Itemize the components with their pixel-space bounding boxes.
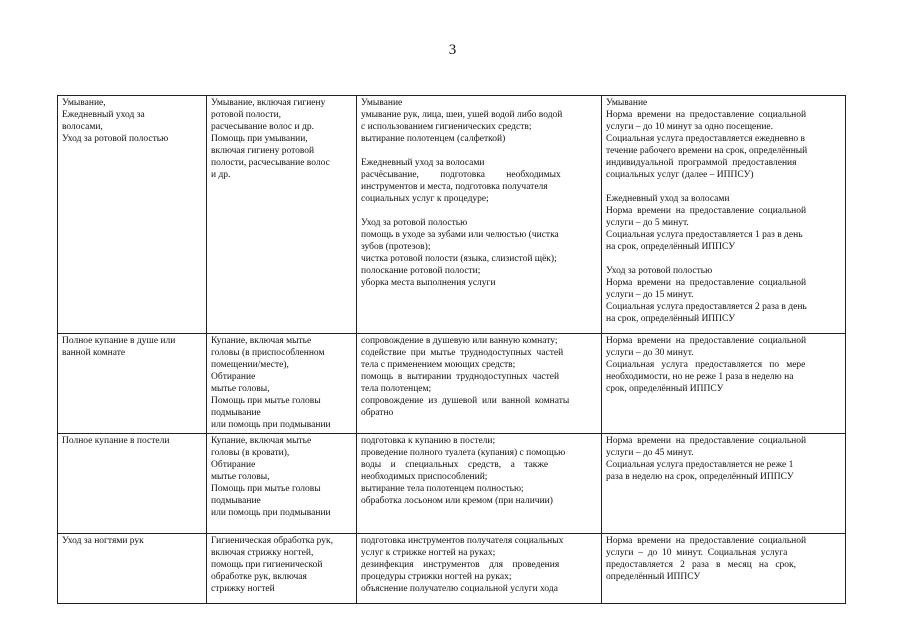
cell-text-line: Ежедневный уход за волосами xyxy=(361,158,485,168)
cell-text-line: содействие при мытье труднодоступных частей xyxy=(361,348,564,358)
cell-text-line: стрижку ногтей xyxy=(211,584,275,594)
cell-text-line: Уход за ногтями рук xyxy=(62,536,144,546)
cell-text-line: Ежедневный уход за волосами xyxy=(606,194,730,204)
cell-text-line: инструментов и места, подготовка получателя xyxy=(361,182,548,192)
services-table xyxy=(57,95,846,604)
service-norms-cell xyxy=(602,334,846,434)
cell-text-line: ванной комнате xyxy=(62,348,126,358)
cell-text-line: помещении/месте), xyxy=(211,360,289,370)
cell-text-line: услуги – до 10 минут за одно посещение. xyxy=(606,122,774,132)
cell-text-line: предоставляется 2 раза в месяц на срок, xyxy=(606,560,797,570)
cell-text-line: Обтирание xyxy=(211,460,256,470)
cell-text-line: Умывание xyxy=(361,98,403,108)
cell-text-line: и др. xyxy=(211,170,231,180)
cell-text-line: дезинфекция инструментов для проведения xyxy=(361,560,560,570)
service-norms-cell xyxy=(602,434,846,534)
cell-text-line: Социальная услуга предоставляется по мере xyxy=(606,360,806,370)
cell-text-line: Помощь при умывании, xyxy=(211,134,308,144)
cell-text-line: определённый ИППСУ xyxy=(606,572,701,582)
cell-text-line: социальных услуг (далее – ИППСУ) xyxy=(606,170,754,180)
cell-text-line: услуги – до 15 минут. xyxy=(606,290,694,300)
cell-text-line: услуги – до 10 минут. Социальная услуга xyxy=(606,548,788,558)
cell-text-line: обратно xyxy=(361,408,394,418)
service-name-cell xyxy=(58,334,207,434)
cell-text-line: Помощь при мытье головы xyxy=(211,396,321,406)
cell-text-line xyxy=(606,253,841,265)
cell-text-line: услуги – до 5 минут. xyxy=(606,218,689,228)
cell-text-line: Социальная услуга предоставляется 1 раз в день xyxy=(606,230,803,240)
cell-text-line: с использованием гигиенических средств; xyxy=(361,122,532,132)
cell-text-line: Уход за ротовой полостью xyxy=(62,134,169,144)
cell-text-line: сопровождение из душевой или ванной комнаты xyxy=(361,396,570,406)
cell-text-line: уборка места выполнения услуги xyxy=(361,278,496,288)
cell-text-line: Уход за ротовой полостью xyxy=(361,218,468,228)
cell-text-line: обработка лосьоном или кремом (при наличии) xyxy=(361,496,553,506)
cell-text-line: услуг к стрижке ногтей на руках; xyxy=(361,548,496,558)
cell-text-line: Норма времени на предоставление социальной xyxy=(606,110,807,120)
cell-text-line: проведение полного туалета (купания) с помощью xyxy=(361,448,566,458)
cell-text-line: течение рабочего времени на срок, определённый xyxy=(606,146,808,156)
cell-text-line: полоскание ротовой полости; xyxy=(361,266,481,276)
cell-text-line: Социальная услуга предоставляется ежедневно в xyxy=(606,134,806,144)
cell-text-line: объяснение получателю социальной услуги хода xyxy=(361,584,558,594)
cell-text-line: Помощь при мытье головы xyxy=(211,484,321,494)
service-name-cell xyxy=(58,434,207,534)
service-actions-cell xyxy=(357,534,602,604)
cell-text-line: воды и специальных средств, а также xyxy=(361,460,549,470)
cell-text-line: мытье головы, xyxy=(211,472,270,482)
service-content-cell xyxy=(207,434,357,534)
cell-text-line: услуги – до 30 минут. xyxy=(606,348,694,358)
cell-text-line: подготовка инструментов получателя социальных xyxy=(361,536,564,546)
cell-text-line xyxy=(361,205,597,217)
cell-text-line: Норма времени на предоставление социальной xyxy=(606,278,807,288)
cell-text-line: подмывание xyxy=(211,408,261,418)
cell-text-line: помощь в уходе за зубами или челюстью (чистка xyxy=(361,230,559,240)
cell-text-line: Обтирание xyxy=(211,372,256,382)
table-row xyxy=(58,334,846,434)
cell-text-line: или помощь при подмывании xyxy=(211,420,331,430)
cell-text-line: тела полотенцем; xyxy=(361,384,432,394)
table-row xyxy=(58,96,846,334)
cell-text-line: Ежедневный уход за xyxy=(62,110,145,120)
cell-text-line: Норма времени на предоставление социальной xyxy=(606,206,807,216)
cell-text-line: Умывание, xyxy=(62,98,106,108)
cell-text-line: на срок, определённый ИППСУ xyxy=(606,314,735,324)
cell-text-line: включая гигиену ротовой xyxy=(211,146,315,156)
table-row xyxy=(58,534,846,604)
cell-text-line: процедуры стрижки ногтей на руках; xyxy=(361,572,512,582)
cell-text-line: Норма времени на предоставление социальной xyxy=(606,336,807,346)
cell-text-line: расчесывание волос и др. xyxy=(211,122,314,132)
cell-text-line: индивидуальной программой предоставления xyxy=(606,158,797,168)
cell-text-line: срок, определённый ИППСУ xyxy=(606,384,724,394)
cell-text-line xyxy=(361,145,597,157)
cell-text-line: мытье головы, xyxy=(211,384,270,394)
cell-text-line: услуги – до 45 минут. xyxy=(606,448,694,458)
table-row xyxy=(58,434,846,534)
service-norms-cell xyxy=(602,96,846,334)
cell-text-line: ротовой полости, xyxy=(211,110,282,120)
cell-text-line: Купание, включая мытье xyxy=(211,336,312,346)
cell-text-line: Социальная услуга предоставляется не реже 1 xyxy=(606,460,794,470)
service-norms-cell xyxy=(602,534,846,604)
cell-text-line: полости, расчесывание волос xyxy=(211,158,330,168)
service-name-cell xyxy=(58,534,207,604)
cell-text-line: расчёсывание, подготовка необходимых xyxy=(361,170,561,180)
cell-text-line: социальных услуг к процедуре; xyxy=(361,194,489,204)
cell-text-line: Гигиеническая обработка рук, xyxy=(211,536,334,546)
cell-text-line: зубов (протезов); xyxy=(361,242,431,252)
cell-text-line: головы (в кровати), xyxy=(211,448,290,458)
cell-text-line: Норма времени на предоставление социальной xyxy=(606,436,807,446)
cell-text-line: волосами, xyxy=(62,122,103,132)
cell-text-line: подмывание xyxy=(211,496,261,506)
cell-text-line: вытирание полотенцем (салфеткой) xyxy=(361,134,506,144)
cell-text-line: подготовка к купанию в постели; xyxy=(361,436,496,446)
cell-text-line: на срок, определённый ИППСУ xyxy=(606,242,735,252)
cell-text-line: необходимости, но не реже 1 раза в неделю на xyxy=(606,372,794,382)
cell-text-line: вытирание тела полотенцем полностью; xyxy=(361,484,524,494)
service-content-cell xyxy=(207,334,357,434)
cell-text-line: Социальная услуга предоставляется 2 раза в день xyxy=(606,302,807,312)
service-actions-cell xyxy=(357,434,602,534)
cell-text-line: помощь при гигиенической xyxy=(211,560,323,570)
cell-text-line: необходимых приспособлений; xyxy=(361,472,488,482)
cell-text-line: Полное купание в душе или xyxy=(62,336,176,346)
cell-text-line: тела с применением моющих средств; xyxy=(361,360,516,370)
cell-text-line: чистка ротовой полости (языка, слизистой щёк); xyxy=(361,254,557,264)
service-actions-cell xyxy=(357,334,602,434)
cell-text-line: или помощь при подмывании xyxy=(211,508,331,518)
cell-text-line: умывание рук, лица, шеи, ушей водой либо водой xyxy=(361,110,563,120)
cell-text-line: Норма времени на предоставление социальной xyxy=(606,536,807,546)
services-table-body xyxy=(58,96,846,604)
cell-text-line: сопровождение в душевую или ванную комнату; xyxy=(361,336,558,346)
cell-text-line: обработке рук, включая xyxy=(211,572,307,582)
cell-text-line: помощь в вытирании труднодоступных частей xyxy=(361,372,560,382)
service-name-cell xyxy=(58,96,207,334)
service-content-cell xyxy=(207,534,357,604)
cell-text-line: включая стрижку ногтей, xyxy=(211,548,314,558)
cell-text-line: Умывание xyxy=(606,98,648,108)
cell-text-line: Купание, включая мытье xyxy=(211,436,312,446)
cell-text-line xyxy=(606,181,841,193)
service-content-cell xyxy=(207,96,357,334)
cell-text-line: головы (в приспособленном xyxy=(211,348,325,358)
page-number: 3 xyxy=(448,42,457,58)
cell-text-line: Уход за ротовой полостью xyxy=(606,266,713,276)
cell-text-line: Умывание, включая гигиену xyxy=(211,98,326,108)
service-actions-cell xyxy=(357,96,602,334)
cell-text-line: раза в неделю на срок, определённый ИППСУ xyxy=(606,472,794,482)
cell-text-line: Полное купание в постели xyxy=(62,436,170,446)
